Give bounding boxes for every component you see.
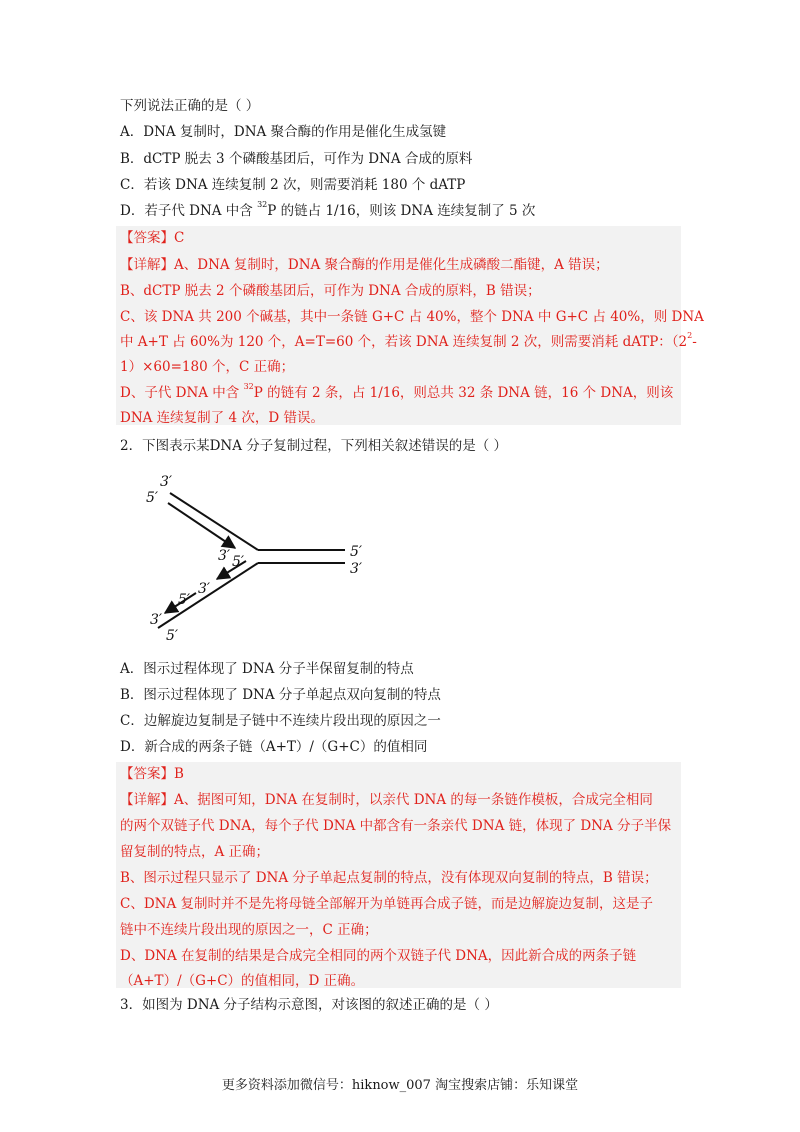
label-5prime-lower-mid: 5′ — [178, 592, 191, 608]
label-3prime-inner: 3′ — [218, 548, 231, 564]
q2-explain-line-4: B、图示过程只显示了 DNA 分子单起点复制的特点，没有体现双向复制的特点，B 错误； — [120, 870, 658, 886]
label-3prime-top: 3′ — [160, 474, 173, 490]
q2-explain-line-7: D、DNA 在复制的结果是合成完全相同的两个双链子代 DNA，因此新合成的两条子链 — [120, 948, 637, 964]
label-3prime-bottom: 3′ — [150, 612, 163, 628]
q1-explain-line-5: 1）×60=180 个，C 正确； — [120, 359, 295, 375]
label-5prime-top: 5′ — [146, 490, 159, 506]
q1-explain-line-3: C、该 DNA 共 200 个碱基，其中一条链 G+C 占 40%，整个 DNA 中 G+C 占 40%，则 DNA — [120, 309, 704, 325]
q2-option-a: A．图示过程体现了 DNA 分子半保留复制的特点 — [120, 661, 414, 677]
q1-answer-label: 【答案】C — [120, 230, 185, 246]
q2-explain-line-1: 【详解】A、据图可知，DNA 在复制时，以亲代 DNA 的每一条链作模板，合成完全相同 — [120, 792, 653, 808]
q2-explain-line-6: 链中不连续片段出现的原因之一，C 正确； — [120, 922, 378, 938]
dna-replication-fork-diagram — [140, 466, 390, 646]
q2-option-b: B．图示过程体现了 DNA 分子单起点双向复制的特点 — [120, 687, 441, 703]
label-5prime-inner: 5′ — [232, 554, 245, 570]
q2-explain-line-8: （A+T）/（G+C）的值相同，D 正确。 — [120, 973, 365, 989]
label-3prime-lower-mid: 3′ — [198, 581, 211, 597]
q2-explain-line-5: C、DNA 复制时并不是先将母链全部解开为单链再合成子链，而是边解旋边复制，这是子 — [120, 896, 654, 912]
q1-explain-line-4: 中 A+T 占 60%为 120 个，A=T=60 个，若该 DNA 连续复制 2 次，则需要消耗 dATP：（$2^2-$ — [120, 331, 697, 350]
q1-option-d: D．若子代 DNA 中含 $^{32}$P 的链占 1/16，则该 DNA 连续复制了 5 次 — [120, 200, 536, 219]
q1-option-c: C．若该 DNA 连续复制 2 次，则需要消耗 180 个 dATP — [120, 177, 466, 193]
q2-answer-block — [116, 762, 681, 988]
q1-explain-line-2: B、dCTP 脱去 2 个磷酸基团后，可作为 DNA 合成的原料，B 错误； — [120, 283, 541, 299]
q1-stem: 下列说法正确的是（ ） — [120, 98, 260, 114]
label-5prime-right: 5′ — [350, 544, 363, 560]
q2-explain-line-3: 留复制的特点，A 正确； — [120, 844, 270, 860]
q2-option-d: D．新合成的两条子链（A+T）/（G+C）的值相同 — [120, 739, 428, 755]
q1-explain-line-1: 【详解】A、DNA 复制时，DNA 聚合酶的作用是催化生成磷酸二酯键，A 错误； — [120, 257, 609, 273]
upper-daughter-strand — [168, 503, 235, 548]
q1-explain-line-7: DNA 连续复制了 4 次，D 错误。 — [120, 410, 324, 426]
label-5prime-bottom: 5′ — [166, 628, 179, 644]
q2-explain-line-2: 的两个双链子代 DNA，每个子代 DNA 中都含有一条亲代 DNA 链，体现了 DNA 分子半保 — [120, 818, 672, 834]
q2-option-c: C．边解旋边复制是子链中不连续片段出现的原因之一 — [120, 713, 441, 729]
q2-answer-label: 【答案】B — [120, 766, 184, 782]
upper-parent-strand — [170, 493, 258, 550]
q2-stem: 2．下图表示某DNA 分子复制过程，下列相关叙述错误的是（ ） — [120, 438, 508, 454]
q1-answer-block — [116, 226, 704, 426]
label-3prime-right: 3′ — [350, 561, 363, 577]
page-footer: 更多资料添加微信号：hiknow_007 淘宝搜索店铺：乐知课堂 — [221, 1078, 579, 1093]
q1-option-a: A．DNA 复制时，DNA 聚合酶的作用是催化生成氢键 — [120, 124, 447, 140]
q1-option-b: B．dCTP 脱去 3 个磷酸基团后，可作为 DNA 合成的原料 — [120, 151, 473, 167]
q1-explain-line-6: D、子代 DNA 中含 $^{32}$P 的链有 2 条，占 1/16，则总共 32 条 DNA 链，16 个 DNA，则该 — [120, 382, 674, 401]
q3-stem: 3．如图为 DNA 分子结构示意图，对该图的叙述正确的是（ ） — [120, 997, 498, 1013]
